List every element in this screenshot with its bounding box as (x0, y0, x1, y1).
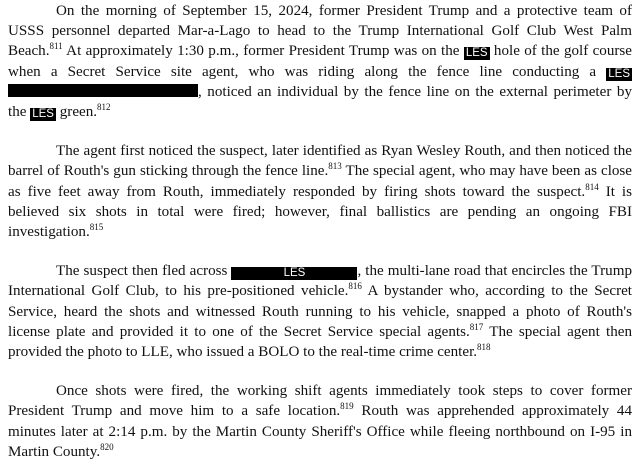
paragraph-1 (8, 1, 632, 122)
redaction-label: LES (465, 47, 488, 60)
footnote-ref: 816 (348, 281, 362, 292)
redaction-label: LES (608, 67, 630, 80)
footnote-ref: 813 (328, 161, 342, 172)
text: On the morning of September 15, 2024, former President Trump and a protective team of USSS personnel departed Mar-a-Lago to head to the Trump International Golf Club West Palm Beach. (8, 3, 632, 60)
text: A bystander who, according to the Secret Service, heard the shots and witnessed Routh running to his vehicle, snapped a photo of Routh's license plate and provided it to one of the Secret Service special agents. (8, 283, 632, 340)
footnote-ref: 817 (469, 321, 484, 332)
text: The special agent then provided the photo to LLE, who issued a BOLO to the real-time crime center. (8, 323, 632, 361)
redaction-block (8, 84, 198, 97)
footnote-ref: 819 (340, 401, 354, 412)
text: hole of the golf course when a Secret Service site agent, who was riding along the fence line conducting a (8, 43, 632, 80)
paragraph-2 (8, 141, 632, 242)
redaction-label: LES (32, 108, 54, 121)
text: The agent first noticed the suspect, later identified as Ryan Wesley Routh, and then noticed the barrel of Routh's gun sticking through the fence line. (8, 143, 632, 180)
text: , noticed an individual by the fence line on the external perimeter by the (8, 83, 632, 121)
text: , the multi-lane road that encircles the Trump International Golf Club, to his pre-positioned vehicle. (8, 263, 632, 300)
text: It is believed six shots in total were fired; however, final ballistics are pending an ongoing FBI investigation. (8, 183, 632, 241)
text: Routh was apprehended approximately 44 minutes later at 2:14 p.m. by the Martin County Sheriff's Office while fleeing northbound on I-95 in Martin County. (8, 403, 633, 460)
footnote-ref: 812 (97, 101, 111, 112)
redaction-label: LES (231, 267, 357, 280)
paragraph-3 (8, 261, 632, 362)
footnote-ref: 811 (49, 41, 63, 52)
footnote-ref: 815 (89, 222, 104, 232)
text: green. (55, 104, 98, 121)
footnote-ref: 820 (100, 441, 114, 452)
text: At approximately 1:30 p.m., former President Trump was on the (62, 43, 464, 60)
text: The special agent, who may have been as close as five feet away from Routh, immediately responded by firing shots toward the suspect. (8, 163, 633, 200)
text: Once shots were fired, the working shift agents immediately took steps to cover former President Trump and move him to a safe location. (8, 383, 632, 420)
paragraph-4 (8, 381, 632, 462)
footnote-ref: 814 (585, 181, 599, 192)
footnote-ref: 818 (477, 342, 491, 353)
text: The suspect then fled across (56, 263, 232, 280)
